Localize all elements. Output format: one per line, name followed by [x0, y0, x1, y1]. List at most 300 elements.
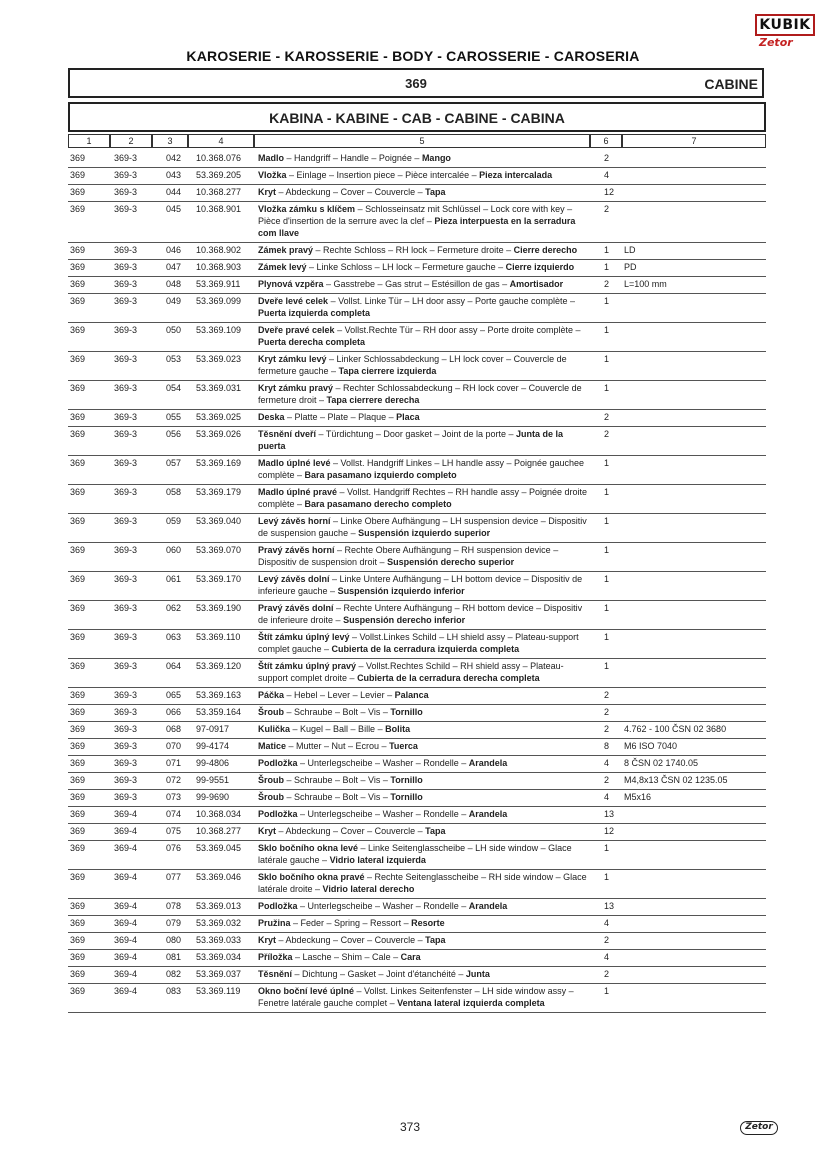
- group-cell: 369: [70, 325, 86, 335]
- kubik-logo-text: KUBIK: [755, 14, 815, 36]
- row-divider: [68, 167, 766, 168]
- position-cell: 082: [166, 969, 182, 979]
- position-cell: 047: [166, 262, 182, 272]
- part-number-cell: 53.369.911: [196, 279, 241, 289]
- note-cell: M5x16: [624, 792, 652, 802]
- description-cell: [258, 900, 593, 912]
- part-number-cell: 53.369.099: [196, 296, 242, 306]
- description-name-es: Suspensión derecho superior: [387, 557, 515, 567]
- description-cell: [258, 825, 593, 837]
- column-header: 7: [622, 134, 766, 148]
- table-row: [68, 244, 766, 261]
- description-translations: – Hebel – Lever – Levier –: [284, 690, 395, 700]
- subgroup-cell: 369-3: [114, 545, 138, 555]
- group-cell: 369: [70, 901, 86, 911]
- subgroup-cell: 369-3: [114, 245, 138, 255]
- quantity-cell: 1: [604, 603, 610, 613]
- row-divider: [68, 600, 766, 601]
- position-cell: 050: [166, 325, 182, 335]
- position-cell: 065: [166, 690, 182, 700]
- description-cell: [258, 486, 593, 510]
- description-translations: – Vollst. Handgriff Linkes – LH handle assy – Poignée gauchee complète –: [258, 458, 585, 480]
- position-cell: 061: [166, 574, 182, 584]
- description-translations: – Unterlegscheibe – Washer – Rondelle –: [297, 758, 469, 768]
- description-name-es: Junta de la puerta: [258, 429, 564, 451]
- description-translations: – Linke Schloss – LH lock – Fermeture gauche –: [306, 262, 506, 272]
- position-cell: 068: [166, 724, 182, 734]
- part-number-cell: 53.369.031: [196, 383, 242, 393]
- quantity-cell: 2: [604, 204, 610, 214]
- group-cell: 369: [70, 952, 86, 962]
- description-cell: [258, 278, 593, 290]
- position-cell: 062: [166, 603, 182, 613]
- part-number-cell: 10.368.277: [196, 826, 242, 836]
- page-number: 373: [399, 1120, 421, 1134]
- position-cell: 075: [166, 826, 182, 836]
- row-divider: [68, 1012, 766, 1013]
- row-divider: [68, 571, 766, 572]
- description-translations: – Rechte Obere Aufhängung – RH suspension device – Dispositiv de suspension droit –: [258, 545, 559, 567]
- description-name-cz: Příložka: [258, 952, 293, 962]
- description-name-es: Placa: [396, 412, 420, 422]
- description-translations: – Kugel – Ball – Bille –: [290, 724, 386, 734]
- row-divider: [68, 293, 766, 294]
- table-row: [68, 324, 766, 353]
- quantity-cell: 2: [604, 429, 610, 439]
- part-number-cell: 53.369.037: [196, 969, 242, 979]
- description-cell: [258, 631, 593, 655]
- table-row: [68, 791, 766, 808]
- description-name-es: Cierre derecho: [513, 245, 578, 255]
- description-cell: [258, 186, 593, 198]
- description-cell: [258, 757, 593, 769]
- quantity-cell: 2: [604, 775, 610, 785]
- quantity-cell: 4: [604, 792, 610, 802]
- table-row: [68, 808, 766, 825]
- description-cell: [258, 244, 593, 256]
- quantity-cell: 1: [604, 325, 610, 335]
- table-row: [68, 203, 766, 244]
- description-cell: [258, 602, 593, 626]
- table-row: [68, 261, 766, 278]
- description-cell: [258, 774, 593, 786]
- description-name-cz: Dveře pravé celek: [258, 325, 335, 335]
- group-cell: 369: [70, 296, 86, 306]
- position-cell: 073: [166, 792, 182, 802]
- description-name-es: Arandela: [468, 809, 508, 819]
- description-cell: [258, 706, 593, 718]
- row-divider: [68, 789, 766, 790]
- description-translations: – Rechte Untere Aufhängung – RH bottom device – Dispositiv de inferieure droite –: [258, 603, 583, 625]
- part-number-cell: 53.369.034: [196, 952, 242, 962]
- description-cell: [258, 968, 593, 980]
- position-cell: 064: [166, 661, 182, 671]
- description-translations: – Feder – Spring – Ressort –: [290, 918, 412, 928]
- part-number-cell: 53.369.170: [196, 574, 242, 584]
- table-row: [68, 774, 766, 791]
- description-cell: [258, 934, 593, 946]
- table-row: [68, 486, 766, 515]
- table-row: [68, 428, 766, 457]
- part-number-cell: 53.369.190: [196, 603, 242, 613]
- description-cell: [258, 411, 593, 423]
- row-divider: [68, 351, 766, 352]
- subgroup-cell: 369-3: [114, 632, 138, 642]
- description-translations: – Unterlegscheibe – Washer – Rondelle –: [297, 901, 469, 911]
- quantity-cell: 2: [604, 969, 610, 979]
- description-name-cz: Podložka: [258, 758, 298, 768]
- description-name-cz: Vložka zámku s klíčem: [258, 204, 356, 214]
- quantity-cell: 4: [604, 758, 610, 768]
- position-cell: 045: [166, 204, 182, 214]
- group-cell: 369: [70, 918, 86, 928]
- quantity-cell: 4: [604, 170, 610, 180]
- description-name-cz: Dveře levé celek: [258, 296, 329, 306]
- position-cell: 060: [166, 545, 182, 555]
- table-row: [68, 968, 766, 985]
- table-row: [68, 382, 766, 411]
- description-translations: – Handgriff – Handle – Poignée –: [284, 153, 422, 163]
- description-cell: [258, 740, 593, 752]
- group-header: [68, 68, 764, 98]
- part-number-cell: 53.369.045: [196, 843, 242, 853]
- description-name-es: Tapa cierrere derecha: [326, 395, 420, 405]
- description-name-cz: Kryt zámku pravý: [258, 383, 334, 393]
- group-cell: 369: [70, 279, 86, 289]
- table-row: [68, 842, 766, 871]
- description-name-es: Puerta derecha completa: [258, 337, 366, 347]
- row-divider: [68, 380, 766, 381]
- position-cell: 074: [166, 809, 182, 819]
- description-name-cz: Plynová vzpěra: [258, 279, 324, 289]
- position-cell: 054: [166, 383, 182, 393]
- row-divider: [68, 201, 766, 202]
- description-translations: – Abdeckung – Cover – Couvercle –: [276, 935, 426, 945]
- quantity-cell: 1: [604, 354, 610, 364]
- row-divider: [68, 513, 766, 514]
- group-cell: 369: [70, 545, 86, 555]
- row-divider: [68, 687, 766, 688]
- subgroup-cell: 369-3: [114, 707, 138, 717]
- description-name-es: Bolita: [385, 724, 411, 734]
- description-name-cz: Šroub: [258, 775, 284, 785]
- description-name-cz: Madlo úplné pravé: [258, 487, 338, 497]
- description-name-es: Puerta izquierda completa: [258, 308, 371, 318]
- description-name-cz: Páčka: [258, 690, 285, 700]
- description-cell: [258, 689, 593, 701]
- description-name-cz: Sklo bočního okna pravé: [258, 872, 365, 882]
- quantity-cell: 4: [604, 952, 610, 962]
- description-translations: – Linker Schlossabdeckung – LH lock cover – Couvercle de fermeture gauche –: [258, 354, 567, 376]
- subgroup-cell: 369-3: [114, 487, 138, 497]
- group-cell: 369: [70, 843, 86, 853]
- description-name-cz: Pravý závěs horní: [258, 545, 335, 555]
- group-cell: 369: [70, 458, 86, 468]
- quantity-cell: 2: [604, 690, 610, 700]
- description-name-cz: Pružina: [258, 918, 291, 928]
- row-divider: [68, 455, 766, 456]
- row-divider: [68, 322, 766, 323]
- description-name-cz: Kulička: [258, 724, 291, 734]
- description-translations: – Linke Untere Aufhängung – LH bottom device – Dispositiv de inferieure gauche –: [258, 574, 583, 596]
- group-cell: 369: [70, 758, 86, 768]
- position-cell: 053: [166, 354, 182, 364]
- group-cell: 369: [70, 487, 86, 497]
- description-name-es: Mango: [421, 153, 451, 163]
- quantity-cell: 1: [604, 986, 610, 996]
- description-translations: – Schraube – Bolt – Vis –: [284, 775, 391, 785]
- quantity-cell: 1: [604, 487, 610, 497]
- quantity-cell: 1: [604, 245, 610, 255]
- group-cell: 369: [70, 603, 86, 613]
- subgroup-cell: 369-3: [114, 775, 138, 785]
- subgroup-cell: 369-3: [114, 574, 138, 584]
- table-row: [68, 689, 766, 706]
- description-name-es: Palanca: [394, 690, 429, 700]
- description-name-es: Suspensión derecho inferior: [343, 615, 466, 625]
- row-divider: [68, 949, 766, 950]
- subgroup-cell: 369-4: [114, 901, 138, 911]
- row-divider: [68, 823, 766, 824]
- zetor-logo-text: Zetor: [759, 36, 793, 49]
- description-name-es: Tornillo: [390, 707, 423, 717]
- row-divider: [68, 409, 766, 410]
- description-name-cz: Podložka: [258, 809, 298, 819]
- description-name-es: Tapa cierrere izquierda: [338, 366, 437, 376]
- table-row: [68, 515, 766, 544]
- group-cell: 369: [70, 245, 86, 255]
- description-cell: [258, 808, 593, 820]
- position-cell: 081: [166, 952, 182, 962]
- description-translations: – Vollst.Rechte Tür – RH door assy – Porte droite complète –: [334, 325, 581, 335]
- position-cell: 077: [166, 872, 182, 882]
- part-number-cell: 53.369.033: [196, 935, 242, 945]
- part-number-cell: 53.369.026: [196, 429, 242, 439]
- description-translations: – Mutter – Nut – Ecrou –: [286, 741, 390, 751]
- part-number-cell: 53.369.169: [196, 458, 242, 468]
- group-cell: 369: [70, 262, 86, 272]
- quantity-cell: 1: [604, 383, 610, 393]
- row-divider: [68, 966, 766, 967]
- subgroup-cell: 369-3: [114, 690, 138, 700]
- part-number-cell: 53.369.109: [196, 325, 242, 335]
- table-row: [68, 900, 766, 917]
- subgroup-cell: 369-3: [114, 661, 138, 671]
- description-translations: – Abdeckung – Cover – Couvercle –: [276, 826, 426, 836]
- position-cell: 048: [166, 279, 182, 289]
- group-cell: 369: [70, 872, 86, 882]
- table-row: [68, 871, 766, 900]
- subgroup-cell: 369-4: [114, 969, 138, 979]
- description-cell: [258, 428, 593, 452]
- row-divider: [68, 484, 766, 485]
- table-row: [68, 573, 766, 602]
- quantity-cell: 1: [604, 516, 610, 526]
- description-translations: – Schraube – Bolt – Vis –: [284, 792, 391, 802]
- subgroup-cell: 369-3: [114, 603, 138, 613]
- quantity-cell: 2: [604, 935, 610, 945]
- description-name-cz: Štít zámku úplný pravý: [258, 661, 357, 671]
- description-cell: [258, 917, 593, 929]
- group-cell: 369: [70, 809, 86, 819]
- description-name-es: Arandela: [468, 758, 508, 768]
- subgroup-cell: 369-3: [114, 279, 138, 289]
- group-cell: 369: [70, 383, 86, 393]
- row-divider: [68, 658, 766, 659]
- description-name-es: Cubierta de la cerradura izquierda completa: [331, 644, 520, 654]
- part-number-cell: 10.368.034: [196, 809, 242, 819]
- table-row: [68, 740, 766, 757]
- description-cell: [258, 723, 593, 735]
- row-divider: [68, 276, 766, 277]
- description-name-es: Tapa: [425, 187, 446, 197]
- row-divider: [68, 242, 766, 243]
- description-cell: [258, 544, 593, 568]
- description-cell: [258, 515, 593, 539]
- position-cell: 071: [166, 758, 182, 768]
- description-cell: [258, 660, 593, 684]
- description-name-cz: Kryt: [258, 826, 277, 836]
- part-number-cell: 53.369.120: [196, 661, 242, 671]
- group-cell: 369: [70, 724, 86, 734]
- description-translations: – Schraube – Bolt – Vis –: [284, 707, 391, 717]
- section-title: KABINA - KABINE - CAB - CABINE - CABINA: [269, 110, 565, 126]
- table-row: [68, 706, 766, 723]
- note-cell: L=100 mm: [624, 279, 667, 289]
- description-name-cz: Těsnění dveří: [258, 429, 317, 439]
- description-name-cz: Deska: [258, 412, 285, 422]
- row-divider: [68, 915, 766, 916]
- description-translations: – Unterlegscheibe – Washer – Rondelle –: [297, 809, 469, 819]
- description-name-cz: Šroub: [258, 707, 284, 717]
- quantity-cell: 4: [604, 918, 610, 928]
- subgroup-cell: 369-3: [114, 325, 138, 335]
- group-cell: 369: [70, 153, 86, 163]
- description-name-cz: Pravý závěs dolní: [258, 603, 334, 613]
- table-row: [68, 985, 766, 1014]
- quantity-cell: 12: [604, 187, 615, 197]
- description-name-es: Cara: [400, 952, 421, 962]
- position-cell: 055: [166, 412, 182, 422]
- position-cell: 042: [166, 153, 182, 163]
- description-translations: – Rechte Seitenglasscheibe – RH side window – Glace latérale droite –: [258, 872, 587, 894]
- row-divider: [68, 721, 766, 722]
- row-divider: [68, 869, 766, 870]
- group-cell: 369: [70, 969, 86, 979]
- subgroup-cell: 369-3: [114, 724, 138, 734]
- position-cell: 049: [166, 296, 182, 306]
- description-translations: – Gasstrebe – Gas strut – Estésillon de gas –: [323, 279, 510, 289]
- description-name-es: Junta: [465, 969, 490, 979]
- description-name-cz: Kryt zámku levý: [258, 354, 327, 364]
- description-name-cz: Madlo: [258, 153, 284, 163]
- quantity-cell: 13: [604, 901, 615, 911]
- description-name-cz: Sklo bočního okna levé: [258, 843, 359, 853]
- position-cell: 057: [166, 458, 182, 468]
- description-translations: – Schlosseinsatz mit Schlüssel – Lock core with key – Pièce d'insertion de la serrure avec la clef –: [258, 204, 573, 226]
- description-name-cz: Matice: [258, 741, 287, 751]
- quantity-cell: 1: [604, 262, 610, 272]
- part-number-cell: 53.369.179: [196, 487, 242, 497]
- part-number-cell: 10.368.903: [196, 262, 242, 272]
- row-divider: [68, 426, 766, 427]
- subgroup-cell: 369-3: [114, 741, 138, 751]
- quantity-cell: 1: [604, 545, 610, 555]
- group-cell: 369: [70, 707, 86, 717]
- description-name-cz: Kryt: [258, 935, 277, 945]
- subgroup-cell: 369-4: [114, 918, 138, 928]
- table-row: [68, 169, 766, 186]
- description-name-es: Tuerca: [389, 741, 418, 751]
- description-name-cz: Těsnění: [258, 969, 293, 979]
- subgroup-cell: 369-3: [114, 204, 138, 214]
- description-cell: [258, 152, 593, 164]
- description-cell: [258, 951, 593, 963]
- quantity-cell: 1: [604, 843, 610, 853]
- note-cell: PD: [624, 262, 637, 272]
- subgroup-cell: 369-4: [114, 986, 138, 996]
- description-cell: [258, 203, 593, 239]
- position-cell: 083: [166, 986, 182, 996]
- subgroup-cell: 369-4: [114, 826, 138, 836]
- row-divider: [68, 898, 766, 899]
- column-header: 2: [110, 134, 152, 148]
- part-number-cell: 99-9551: [196, 775, 230, 785]
- table-row: [68, 353, 766, 382]
- group-cell: 369: [70, 429, 86, 439]
- position-cell: 076: [166, 843, 182, 853]
- table-row: [68, 152, 766, 169]
- part-number-cell: 10.368.901: [196, 204, 242, 214]
- row-divider: [68, 704, 766, 705]
- quantity-cell: 8: [604, 741, 610, 751]
- description-translations: – Lasche – Shim – Cale –: [292, 952, 401, 962]
- table-row: [68, 602, 766, 631]
- description-name-es: Tapa: [425, 826, 446, 836]
- position-cell: 063: [166, 632, 182, 642]
- description-name-es: Tornillo: [390, 775, 423, 785]
- group-cell: 369: [70, 516, 86, 526]
- position-cell: 080: [166, 935, 182, 945]
- note-cell: M6 ISO 7040: [624, 741, 678, 751]
- description-cell: [258, 871, 593, 895]
- part-number-cell: 53.369.032: [196, 918, 242, 928]
- description-cell: [258, 261, 593, 273]
- quantity-cell: 1: [604, 458, 610, 468]
- subgroup-cell: 369-3: [114, 153, 138, 163]
- table-row: [68, 917, 766, 934]
- row-divider: [68, 772, 766, 773]
- description-name-cz: Kryt: [258, 187, 277, 197]
- position-cell: 044: [166, 187, 182, 197]
- description-name-es: Suspensión izquierdo superior: [358, 528, 491, 538]
- group-cell: 369: [70, 204, 86, 214]
- table-row: [68, 411, 766, 428]
- table-row: [68, 951, 766, 968]
- quantity-cell: 1: [604, 296, 610, 306]
- column-header: 6: [590, 134, 622, 148]
- group-cell: 369: [70, 935, 86, 945]
- description-cell: [258, 353, 593, 377]
- group-cell: 369: [70, 775, 86, 785]
- description-name-es: Arandela: [468, 901, 508, 911]
- description-name-es: Resorte: [411, 918, 445, 928]
- note-cell: M4,8x13 ČSN 02 1235.05: [624, 775, 728, 785]
- description-translations: – Platte – Plate – Plaque –: [284, 412, 397, 422]
- part-number-cell: 99-9690: [196, 792, 230, 802]
- description-name-cz: Štít zámku úplný levý: [258, 632, 350, 642]
- description-name-es: Cubierta de la cerradura derecha completa: [357, 673, 540, 683]
